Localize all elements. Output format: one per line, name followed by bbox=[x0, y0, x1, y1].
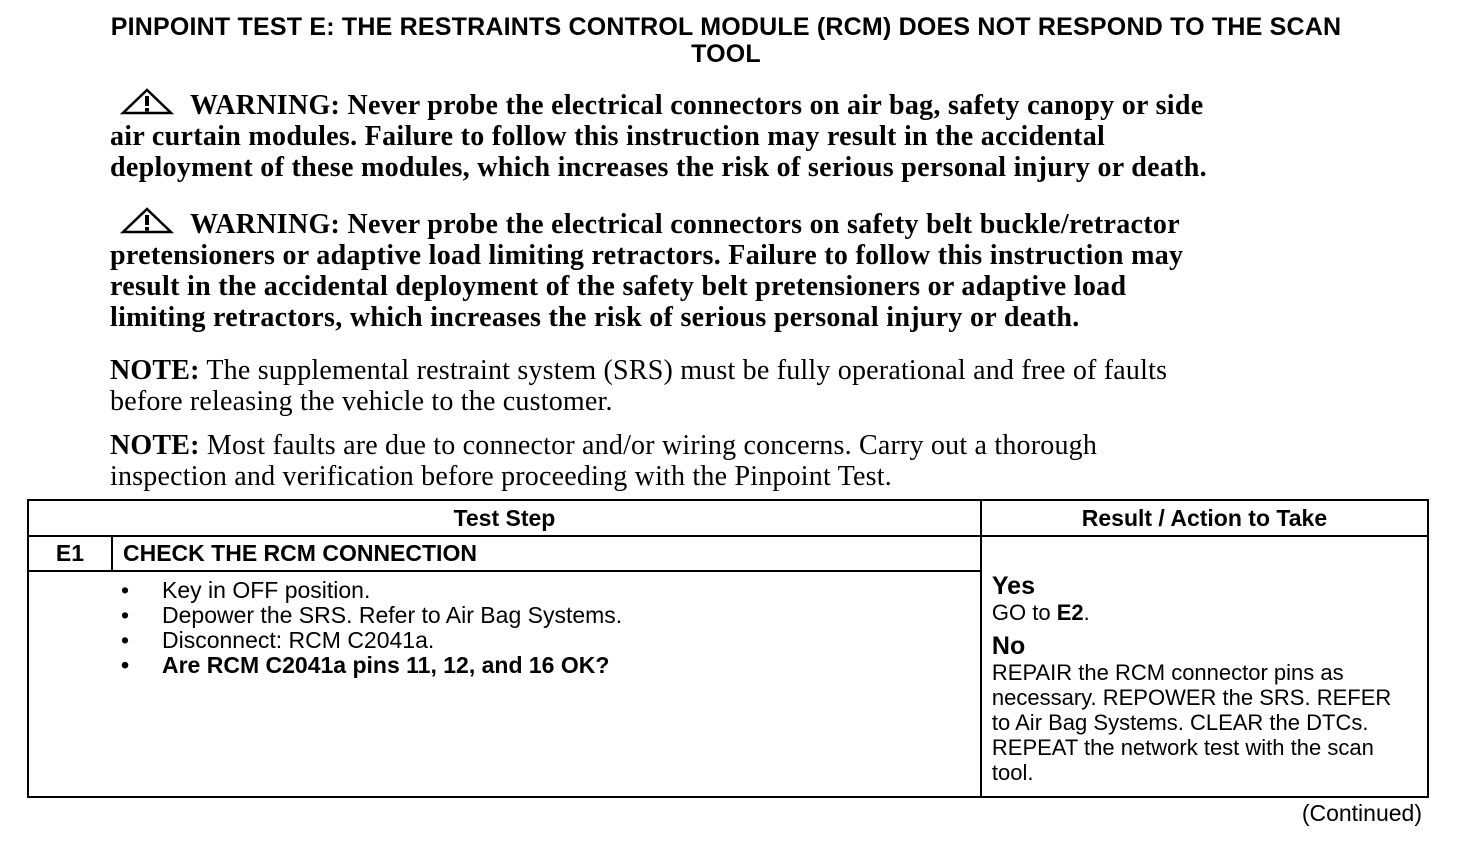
result-no-line-2: necessary. REPOWER the SRS. REFER bbox=[991, 685, 1392, 710]
table-row bbox=[28, 536, 1428, 571]
warning-2-line-2: pretensioners or adaptive load limiting retractors. Failure to follow this instruction may bbox=[110, 240, 1184, 271]
note-2 bbox=[110, 430, 1340, 492]
list-item: • Disconnect: RCM C2041a. bbox=[29, 628, 980, 653]
warning-1-line-2: air curtain modules. Failure to follow this instruction may result in the accidental bbox=[110, 121, 1106, 152]
test-step-table bbox=[27, 499, 1429, 798]
page-title bbox=[30, 14, 1422, 68]
warning-1-text-1: WARNING: Never probe the electrical connectors on air bag, safety canopy or side bbox=[190, 90, 1204, 121]
step-body bbox=[28, 571, 981, 797]
warning-triangle-icon bbox=[120, 88, 174, 116]
note-1 bbox=[110, 355, 1340, 417]
step-title: CHECK THE RCM CONNECTION bbox=[112, 536, 981, 571]
result-yes-target: E2 bbox=[1056, 600, 1084, 625]
result-no-label: No bbox=[991, 632, 1026, 660]
header-test-step: Test Step bbox=[28, 500, 981, 536]
result-yes-label: Yes bbox=[991, 572, 1035, 600]
step-bullet-list bbox=[29, 578, 980, 678]
note-2-text-2: inspection and verification before proceeding with the Pinpoint Test. bbox=[110, 461, 892, 492]
list-item: • Depower the SRS. Refer to Air Bag Systems. bbox=[29, 603, 980, 628]
step-id: E1 bbox=[28, 536, 112, 571]
note-1-text-2: before releasing the vehicle to the customer. bbox=[110, 386, 613, 417]
warning-2-line-4: limiting retractors, which increases the risk of serious personal injury or death. bbox=[110, 302, 1080, 333]
result-yes-text: GO to E2. bbox=[991, 600, 1090, 625]
list-item-question: • Are RCM C2041a pins 11, 12, and 16 OK? bbox=[29, 653, 980, 678]
note-2-text-1: Most faults are due to connector and/or wiring concerns. Carry out a thorough bbox=[199, 430, 1098, 461]
continued-label: (Continued) bbox=[1301, 800, 1422, 826]
warning-block-1 bbox=[110, 88, 1340, 183]
title-line-1: PINPOINT TEST E: THE RESTRAINTS CONTROL MODULE (RCM) DOES NOT RESPOND TO THE SCAN bbox=[110, 13, 1342, 41]
note-2-label: NOTE: bbox=[110, 430, 200, 461]
result-no-line-5: tool. bbox=[991, 760, 1034, 785]
result-no-line-1: REPAIR the RCM connector pins as bbox=[991, 660, 1344, 685]
warning-2-line-1 bbox=[110, 207, 1340, 240]
warning-block-2 bbox=[110, 207, 1340, 333]
result-no-line-3: to Air Bag Systems. CLEAR the DTCs. bbox=[991, 710, 1369, 735]
warning-2-text-1: WARNING: Never probe the electrical connectors on safety belt buckle/retractor bbox=[190, 209, 1180, 240]
header-result: Result / Action to Take bbox=[981, 500, 1428, 536]
note-1-text-1: The supplemental restraint system (SRS) must be fully operational and free of faults bbox=[199, 355, 1168, 386]
list-item: • Key in OFF position. bbox=[29, 578, 980, 603]
result-cell bbox=[981, 536, 1428, 797]
result-no-line-4: REPEAT the network test with the scan bbox=[991, 735, 1374, 760]
warning-1-line-3: deployment of these modules, which increases the risk of serious personal injury or death. bbox=[110, 152, 1207, 183]
warning-1-line-1 bbox=[110, 88, 1340, 121]
warning-triangle-icon bbox=[120, 207, 174, 235]
table-header-row bbox=[28, 500, 1428, 536]
note-1-label: NOTE: bbox=[110, 355, 200, 386]
warning-2-line-3: result in the accidental deployment of the safety belt pretensioners or adaptive load bbox=[110, 271, 1127, 302]
title-line-2: TOOL bbox=[691, 40, 761, 68]
